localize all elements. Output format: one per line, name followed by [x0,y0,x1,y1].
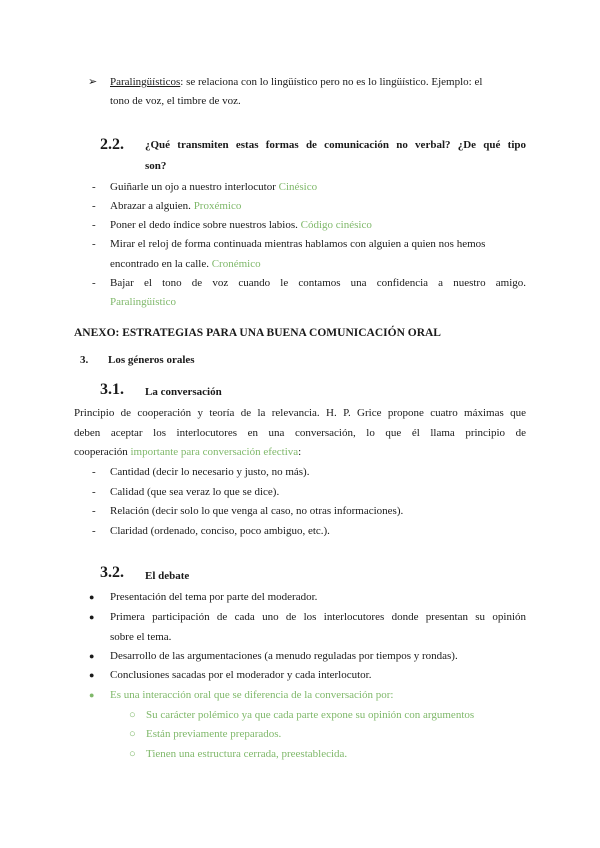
section-3-title: Los géneros orales [108,354,195,366]
bullet-marker: ● [89,612,95,622]
dash-marker: - [92,505,96,517]
sub-list-item: Su carácter polémico ya que cada parte expone su opinión con argumentos [146,709,475,721]
list-item: Conclusiones sacadas por el moderador y cada interlocutor. [110,669,372,681]
list-item: Cantidad (decir lo necesario y justo, no más). [110,466,310,478]
section-2-2-number: 2.2. [100,136,124,153]
item-text: encontrado en la calle. [110,258,212,270]
section-3-2-number: 3.2. [100,564,124,581]
bullet-marker: ● [89,690,95,700]
bullet-marker: ● [89,592,95,602]
item-type: Cinésico [278,181,318,193]
highlight-text: importante para conversación efectiva [130,446,299,458]
item-type: Código cinésico [300,219,372,231]
dash-marker: - [92,277,96,289]
sub-list-item: Tienen una estructura cerrada, preestablecida. [146,748,348,760]
dash-marker: - [92,200,96,212]
list-item [110,218,372,232]
circle-marker: ○ [129,709,136,721]
item-text: Poner el dedo índice sobre nuestros labios. [110,219,301,231]
annex-title: ANEXO: ESTRATEGIAS PARA UNA BUENA COMUNICACIÓN ORAL [74,327,441,339]
list-item: Relación (decir solo lo que venga al caso, no otras informaciones). [110,505,404,517]
bullet-marker: ● [89,651,95,661]
list-item: Calidad (que sea veraz lo que se dice). [110,486,280,498]
section-2-2-title-line1: ¿Qué transmiten estas formas de comunicación no verbal? ¿De qué tipo [145,139,526,151]
list-item: Es una interacción oral que se diferencia de la conversación por: [110,689,394,701]
paragraph-text: cooperación [74,446,131,458]
dash-marker: - [92,466,96,478]
list-item: Mirar el reloj de forma continuada mientras hablamos con alguien a quien nos hemos [110,238,486,250]
list-item: Primera participación de cada uno de los interlocutores donde presentan su opinión [110,611,526,623]
section-2-2-title-line2: son? [145,160,167,172]
item-type: Paralingüístico [110,296,176,308]
circle-marker: ○ [129,748,136,760]
list-item-continuation [110,257,261,271]
paragraph-line [74,445,301,459]
sub-list-item: Están previamente preparados. [146,728,282,740]
paragraph-line: Principio de cooperación y teoría de la relevancia. H. P. Grice propone cuatro máximas que [74,407,526,419]
dash-marker: - [92,219,96,231]
item-type: Proxémico [193,200,242,212]
paragraph-line: deben aceptar los interlocutores en una conversación, lo que él llama principio de [74,427,526,439]
section-3-1-title: La conversación [145,386,222,398]
section-3-1-number: 3.1. [100,381,124,398]
list-item: Presentación del tema por parte del moderador. [110,591,318,603]
circle-marker: ○ [129,728,136,740]
list-item [110,180,317,194]
paragraph-text: : [298,446,302,458]
list-item: Desarrollo de las argumentaciones (a menudo reguladas por tiempos y rondas). [110,650,458,662]
section-3-number: 3. [80,354,89,366]
dash-marker: - [92,486,96,498]
dash-marker: - [92,238,96,250]
dash-marker: - [92,181,96,193]
item-text: Guiñarle un ojo a nuestro interlocutor [110,181,279,193]
list-item-continuation: sobre el tema. [110,631,172,643]
item-text: Abrazar a alguien. [110,200,194,212]
list-item: Claridad (ordenado, conciso, poco ambiguo, etc.). [110,525,330,537]
list-item: Bajar el tono de voz cuando le contamos una confidencia a nuestro amigo. [110,277,526,289]
dash-marker: - [92,525,96,537]
section-3-2-title: El debate [145,570,190,582]
paralinguistic-bullet-line2: tono de voz, el timbre de voz. [110,95,241,107]
list-item [110,199,241,213]
arrow-bullet-icon: ➢ [88,76,98,88]
paralinguistic-term: Paralingüísticos [110,76,181,88]
paralinguistic-definition: : se relaciona con lo lingüístico pero no es lo lingüístico. Ejemplo: el [180,76,483,88]
paralinguistic-bullet-line1 [110,75,482,89]
bullet-marker: ● [89,670,95,680]
item-type: Cronémico [211,258,261,270]
